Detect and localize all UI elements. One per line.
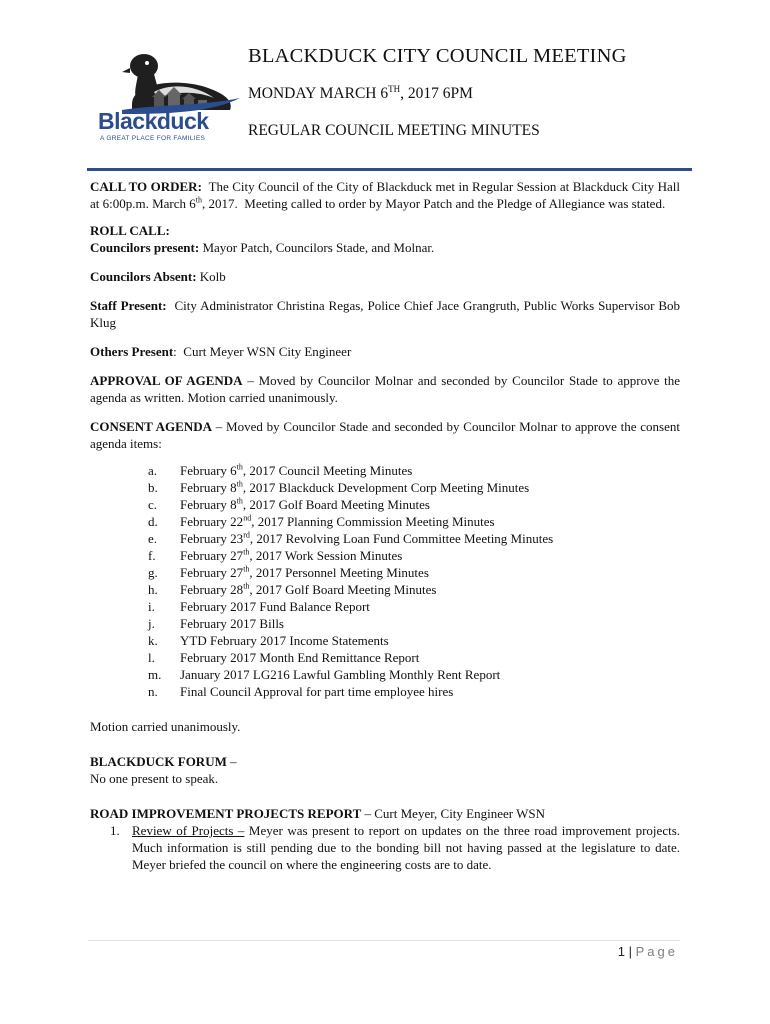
consent-agenda-item: d. February 22nd, 2017 Planning Commission Meeting Minutes <box>148 513 495 529</box>
consent-agenda-item: a. February 6th, 2017 Council Meeting Minutes <box>148 462 413 478</box>
staff-present: Staff Present: City Administrator Christina Regas, Police Chief Jace Grangruth, Public Works Supervisor Bob Klug <box>90 298 684 330</box>
logo-brand-text: Blackduck <box>98 108 209 134</box>
logo-tagline: A GREAT PLACE FOR FAMILIES <box>100 135 206 142</box>
councilors-present: Councilors present: Mayor Patch, Councilors Stade, and Molnar. <box>90 240 435 255</box>
consent-agenda-item: l. February 2017 Month End Remittance Report <box>148 650 420 665</box>
call-to-order-section: CALL TO ORDER: The City Council of the City of Blackduck met in Regular Session at Blackduck City Hall at 6:00p.m. March 6th, 2017. Meeting called to order by Mayor Patch and the Pledge of Allegiance was stated. <box>90 179 684 211</box>
road-projects-item <box>90 822 680 873</box>
page-footer: 1 | Page <box>617 944 678 959</box>
header <box>248 42 718 141</box>
consent-agenda: CONSENT AGENDA – Moved by Councilor Stade and seconded by Councilor Molnar to approve the consent agenda items: <box>90 419 681 451</box>
consent-agenda-item: e. February 23rd, 2017 Revolving Loan Fund Committee Meeting Minutes <box>148 530 554 546</box>
consent-agenda-list <box>90 462 680 700</box>
forum-text: No one present to speak. <box>90 771 219 786</box>
others-present: Others Present: Curt Meyer WSN City Engineer <box>90 344 352 359</box>
consent-agenda-item: f. February 27th, 2017 Work Session Minutes <box>148 547 403 563</box>
councilors-absent: Councilors Absent: Kolb <box>90 269 226 284</box>
consent-agenda-item: k. YTD February 2017 Income Statements <box>148 633 389 648</box>
road-item-text: Review of Projects – Meyer was present to report on updates on the three road improvement projects. Much information is still pending due to the bonding bill not having passed at the legislature to date. Meyer briefed the council on where the engineering costs are to date. <box>132 823 681 872</box>
forum-heading: BLACKDUCK FORUM – <box>90 754 237 769</box>
meeting-date: MONDAY MARCH 6TH, 2017 6PM <box>248 83 473 102</box>
consent-agenda-item: c. February 8th, 2017 Golf Board Meeting Minutes <box>148 496 430 512</box>
roll-call-heading: ROLL CALL: <box>90 223 170 238</box>
approval-of-agenda: APPROVAL OF AGENDA – Moved by Councilor Molnar and seconded by Councilor Stade to approve the agenda as written. Motion carried unanimously. <box>90 373 680 405</box>
consent-agenda-item: n. Final Council Approval for part time employee hires <box>148 684 454 699</box>
blackduck-logo <box>92 48 242 148</box>
page-subtitle: REGULAR COUNCIL MEETING MINUTES <box>248 122 540 139</box>
consent-agenda-item: h. February 28th, 2017 Golf Board Meeting Minutes <box>148 581 437 597</box>
footer-divider <box>88 940 680 941</box>
consent-agenda-item: m. January 2017 LG216 Lawful Gambling Monthly Rent Report <box>148 667 501 682</box>
page-label: Page <box>635 944 678 959</box>
motion-carried: Motion carried unanimously. <box>90 719 241 734</box>
header-divider <box>87 168 692 171</box>
road-projects-heading: ROAD IMPROVEMENT PROJECTS REPORT – Curt Meyer, City Engineer WSN <box>90 806 545 821</box>
page-number: 1 <box>617 944 626 959</box>
page-title: BLACKDUCK CITY COUNCIL MEETING <box>248 45 627 67</box>
consent-agenda-item: j. February 2017 Bills <box>148 616 284 631</box>
consent-agenda-item: b. February 8th, 2017 Blackduck Development Corp Meeting Minutes <box>148 479 530 495</box>
road-item-number: 1. <box>110 823 120 838</box>
minutes-body <box>90 178 684 873</box>
consent-agenda-item: i. February 2017 Fund Balance Report <box>148 599 370 614</box>
consent-agenda-item: g. February 27th, 2017 Personnel Meeting Minutes <box>148 564 429 580</box>
